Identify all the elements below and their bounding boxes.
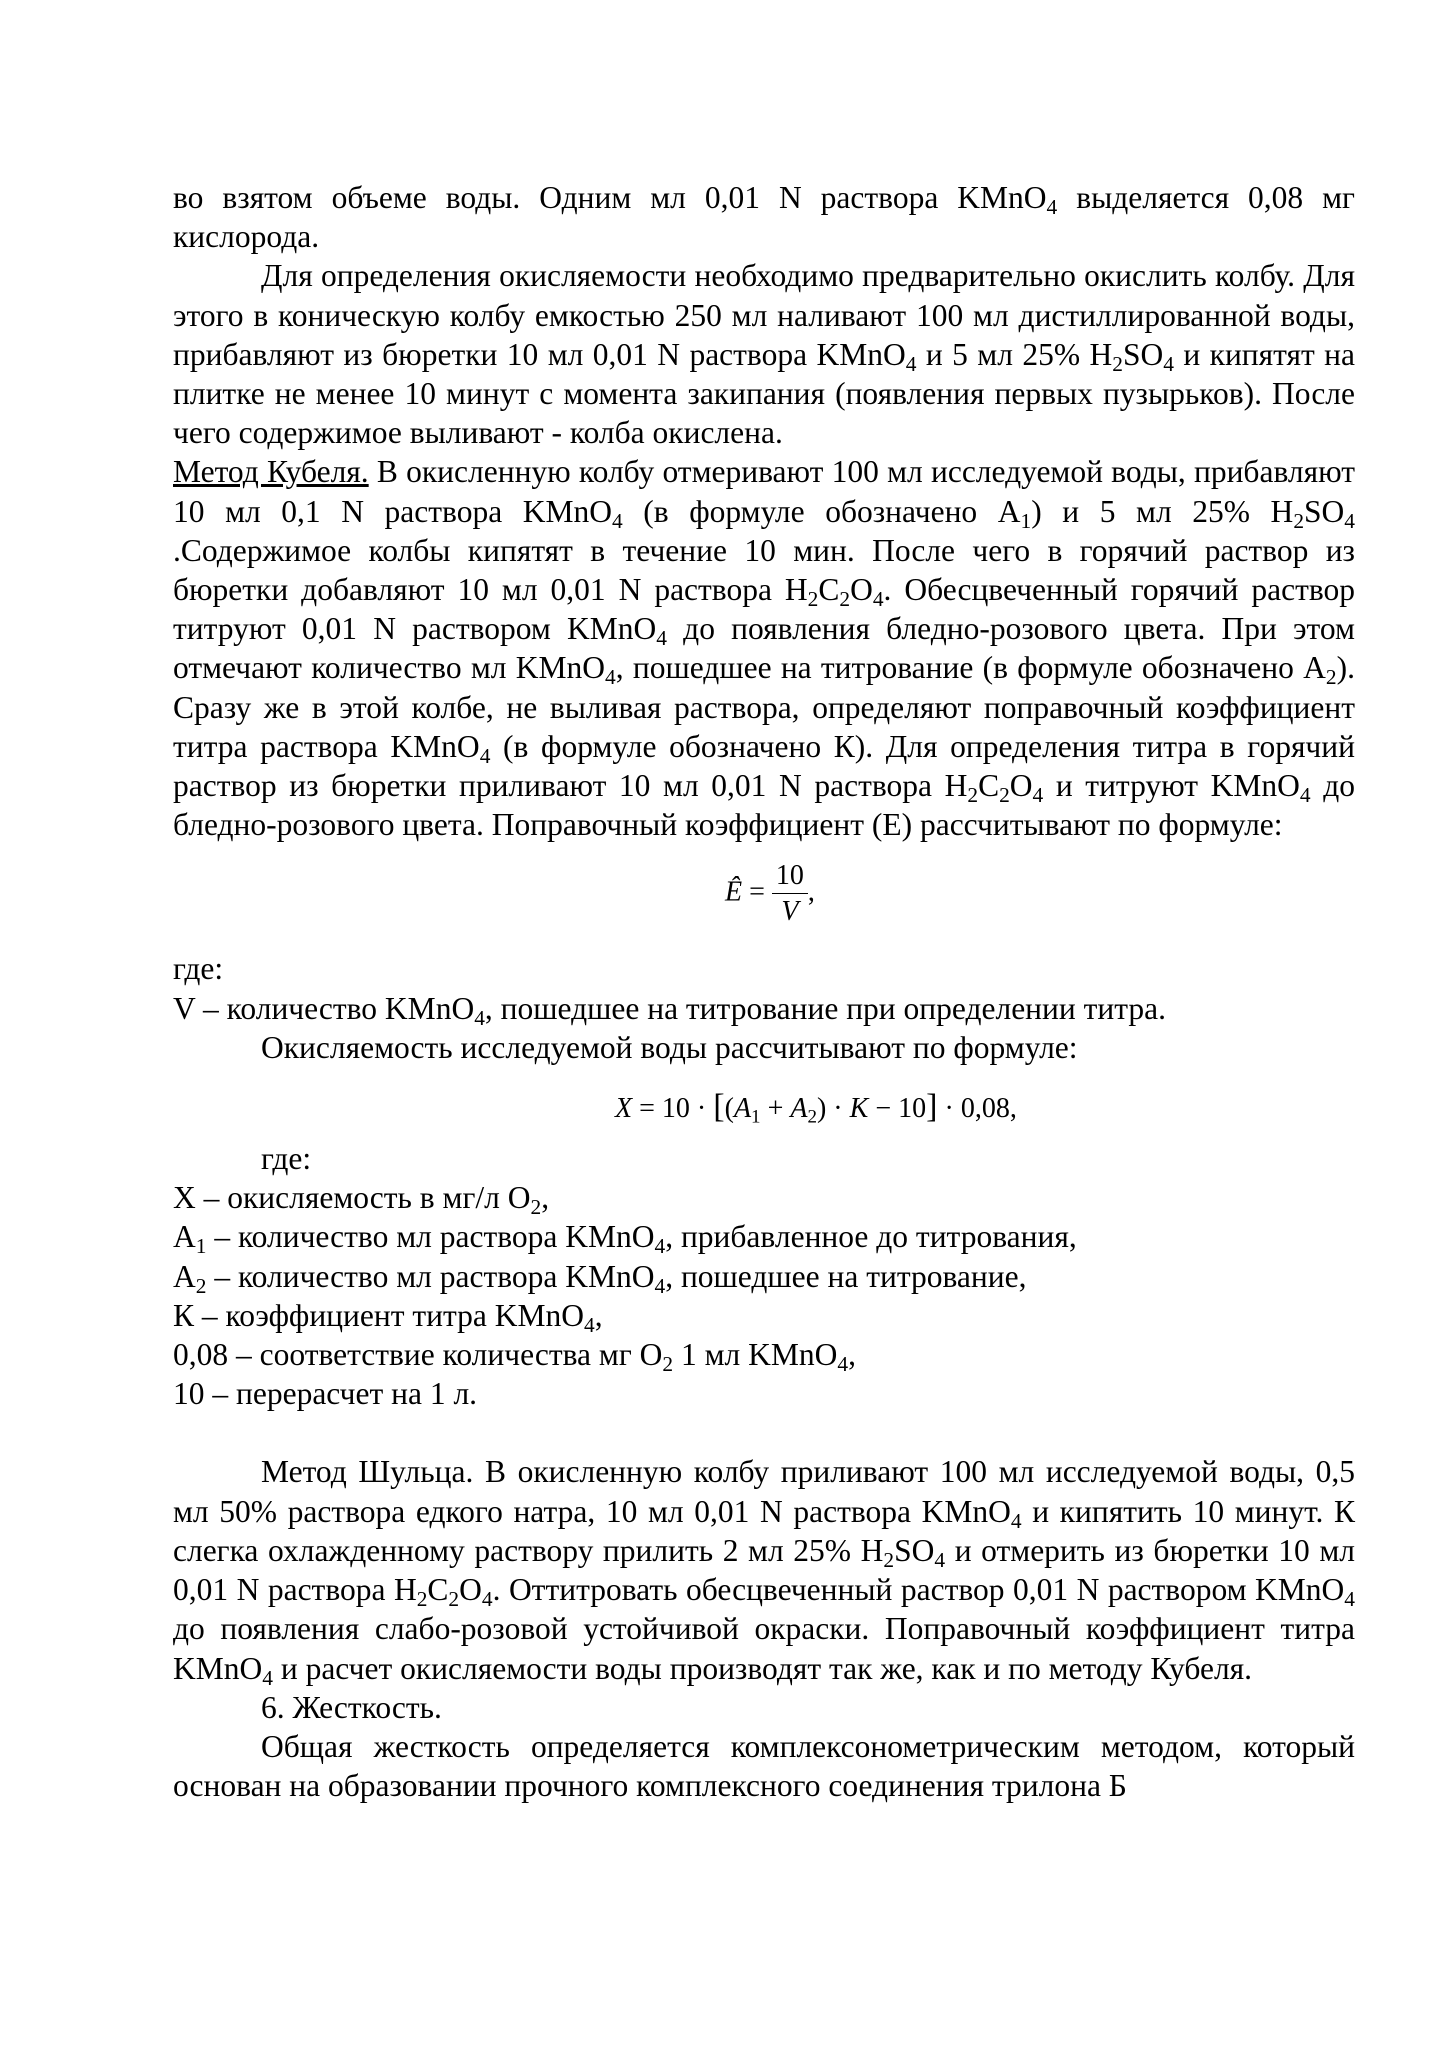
paragraph-oxidability-formula-intro: Окисляемость исследуемой воды рассчитывают по формуле: [261, 1029, 1078, 1065]
paragraph-continuation: во взятом объеме воды. Одним мл 0,01 N раствора KMnO$_4$ выделяется 0,08 мг кислорода. [173, 180, 1355, 255]
formula-oxidability: $X = 10 \cdot [(A_1 + A_2) \cdot K - 10] \cdot 0,08$, [615, 1088, 1017, 1128]
definition-x: X – окисляемость в мг/л $O_2$, [173, 1180, 550, 1220]
where-label: где: [261, 1141, 312, 1177]
paragraph-kubel-method: Метод Кубеля. В окисленную колбу отмеривают 100 мл исследуемой воды, прибавляют 10 мл 0,1 N раствора KMnO$_4$ (в формуле обозначено $A_1$) и 5 мл 25% $H_2SO_4$ .Содержимое колбы кипятят в течение 10 мин. После чего в горячий раствор из бюретки добавляют 10 мл 0,01 N раствора $H_2C_2O_4$. Обесцвеченный горячий раствор титруют 0,01 N раствором KMnO$_4$ до появления бледно-розового цвета. При этом отмечают количество мл KMnO$_4$, пошедшее на титрование (в формуле обозначено $A_2$). Сразу же в этой колбе, не выливая раствора, определяют поправочный коэффициент титра раствора KMnO$_4$ (в формуле обозначено К). Для определения титра в горячий раствор из бюретки приливают 10 мл 0,01 N раствора $H_2C_2O_4$ и титруют KMnO$_4$ до бледно-розового цвета. Поправочный коэффициент (Е) рассчитывают по формуле: [173, 454, 1355, 843]
document-body [173, 178, 1355, 1805]
where-label: где: [173, 951, 224, 987]
paragraph-schulz-method: Метод Шульца. В окисленную колбу приливают 100 мл исследуемой воды, 0,5 мл 50% раствора едкого натра, 10 мл 0,01 N раствора KMnO$_4$ и кипятить 10 минут. К слегка охлажденному раствору прилить 2 мл 25% $H_2SO_4$ и отмерить из бюретки 10 мл 0,01 N раствора $H_2C_2O_4$. Оттитровать обесцвеченный раствор 0,01 N раствором KMnO$_4$ до появления слабо-розовой устойчивой окраски. Поправочный коэффициент титра KMnO$_4$ и расчет окисляемости воды производят так же, как и по методу Кубеля. [173, 1454, 1355, 1690]
definition-v: V – количество KMnO$_4$, пошедшее на титрование при определении титра. [173, 990, 1167, 1030]
section-heading-hardness: 6. Жесткость. [261, 1689, 442, 1725]
formula-correction-coefficient: Ê = $\frac{10}{V}$ , [725, 860, 815, 928]
method-kubel-title: Метод Кубеля. [173, 454, 369, 490]
definition-k: К – коэффициент титра KMnO$_4$, [173, 1297, 603, 1337]
definition-10: 10 – перерасчет на 1 л. [173, 1376, 478, 1412]
definition-a2: $A_2$ – количество мл раствора KMnO$_4$, пошедшее на титрование, [173, 1258, 1027, 1298]
definition-a1: $A_1$ – количество мл раствора KMnO$_4$, прибавленное до титрования, [173, 1219, 1077, 1259]
formula-lhs: Ê [725, 876, 743, 908]
paragraph-hardness: Общая жесткость определяется комплексонометрическим методом, который основан на образовании прочного комплексного соединения трилона Б [173, 1728, 1355, 1804]
definition-008: 0,08 – соответствие количества мг $O_2$ 1 мл KMnO$_4$, [173, 1337, 856, 1377]
paragraph-flask-oxidation: Для определения окисляемости необходимо предварительно окислить колбу. Для этого в коническую колбу емкостью 250 мл наливают 100 мл дистиллированной воды, прибавляют из бюретки 10 мл 0,01 N раствора KMnO$_4$ и 5 мл 25% $H_2SO_4$ и кипятят на плитке не менее 10 минут с момента закипания (появления первых пузырьков). После чего содержимое выливают - колба окислена. [173, 258, 1355, 451]
formula-fraction: $\frac{10}{V}$ [772, 862, 808, 926]
